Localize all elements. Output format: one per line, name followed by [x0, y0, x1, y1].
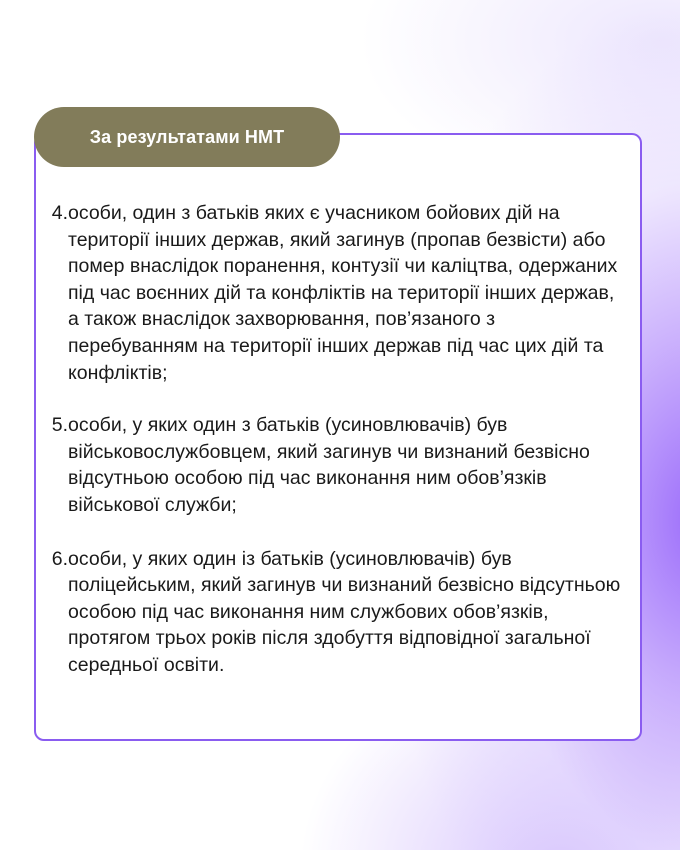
- list-item-number: 4.: [51, 202, 68, 224]
- list-item: [44, 200, 634, 386]
- list-item-text: особи, один з батьків яких є учасником бойових дій на території інших держав, який загинув (пропав безвісти) або помер внаслідок поранення, контузії чи каліцтва, одержаних під час воєнних дій та конфліктів на території інших держав, а також внаслідок захворювання, пов’язаного з перебуванням на території інших держав під час цих дій та конфліктів;: [68, 202, 618, 384]
- list-item: [44, 412, 634, 518]
- list-item-number: 5.: [51, 414, 68, 437]
- list-item-text: особи, у яких один з батьків (усиновлювачів) був військовослужбовцем, який загинув чи визнаний безвісно відсутньою особою під час виконання ним обов’язків військової служби;: [68, 414, 590, 516]
- section-tag-label: За результатами НМТ: [89, 126, 285, 147]
- eligibility-list: [44, 200, 634, 679]
- list-item-number: 6.: [51, 547, 68, 570]
- section-tag: [34, 107, 340, 167]
- list-item: [44, 546, 634, 679]
- list-item-text: особи, у яких один із батьків (усиновлювачів) був поліцейським, який загинув чи визнаний безвісно відсутньою особою під час виконання ним службових обов’язків, протягом трьох років після здобуття відповідної загальної середньої освіти.: [68, 547, 621, 676]
